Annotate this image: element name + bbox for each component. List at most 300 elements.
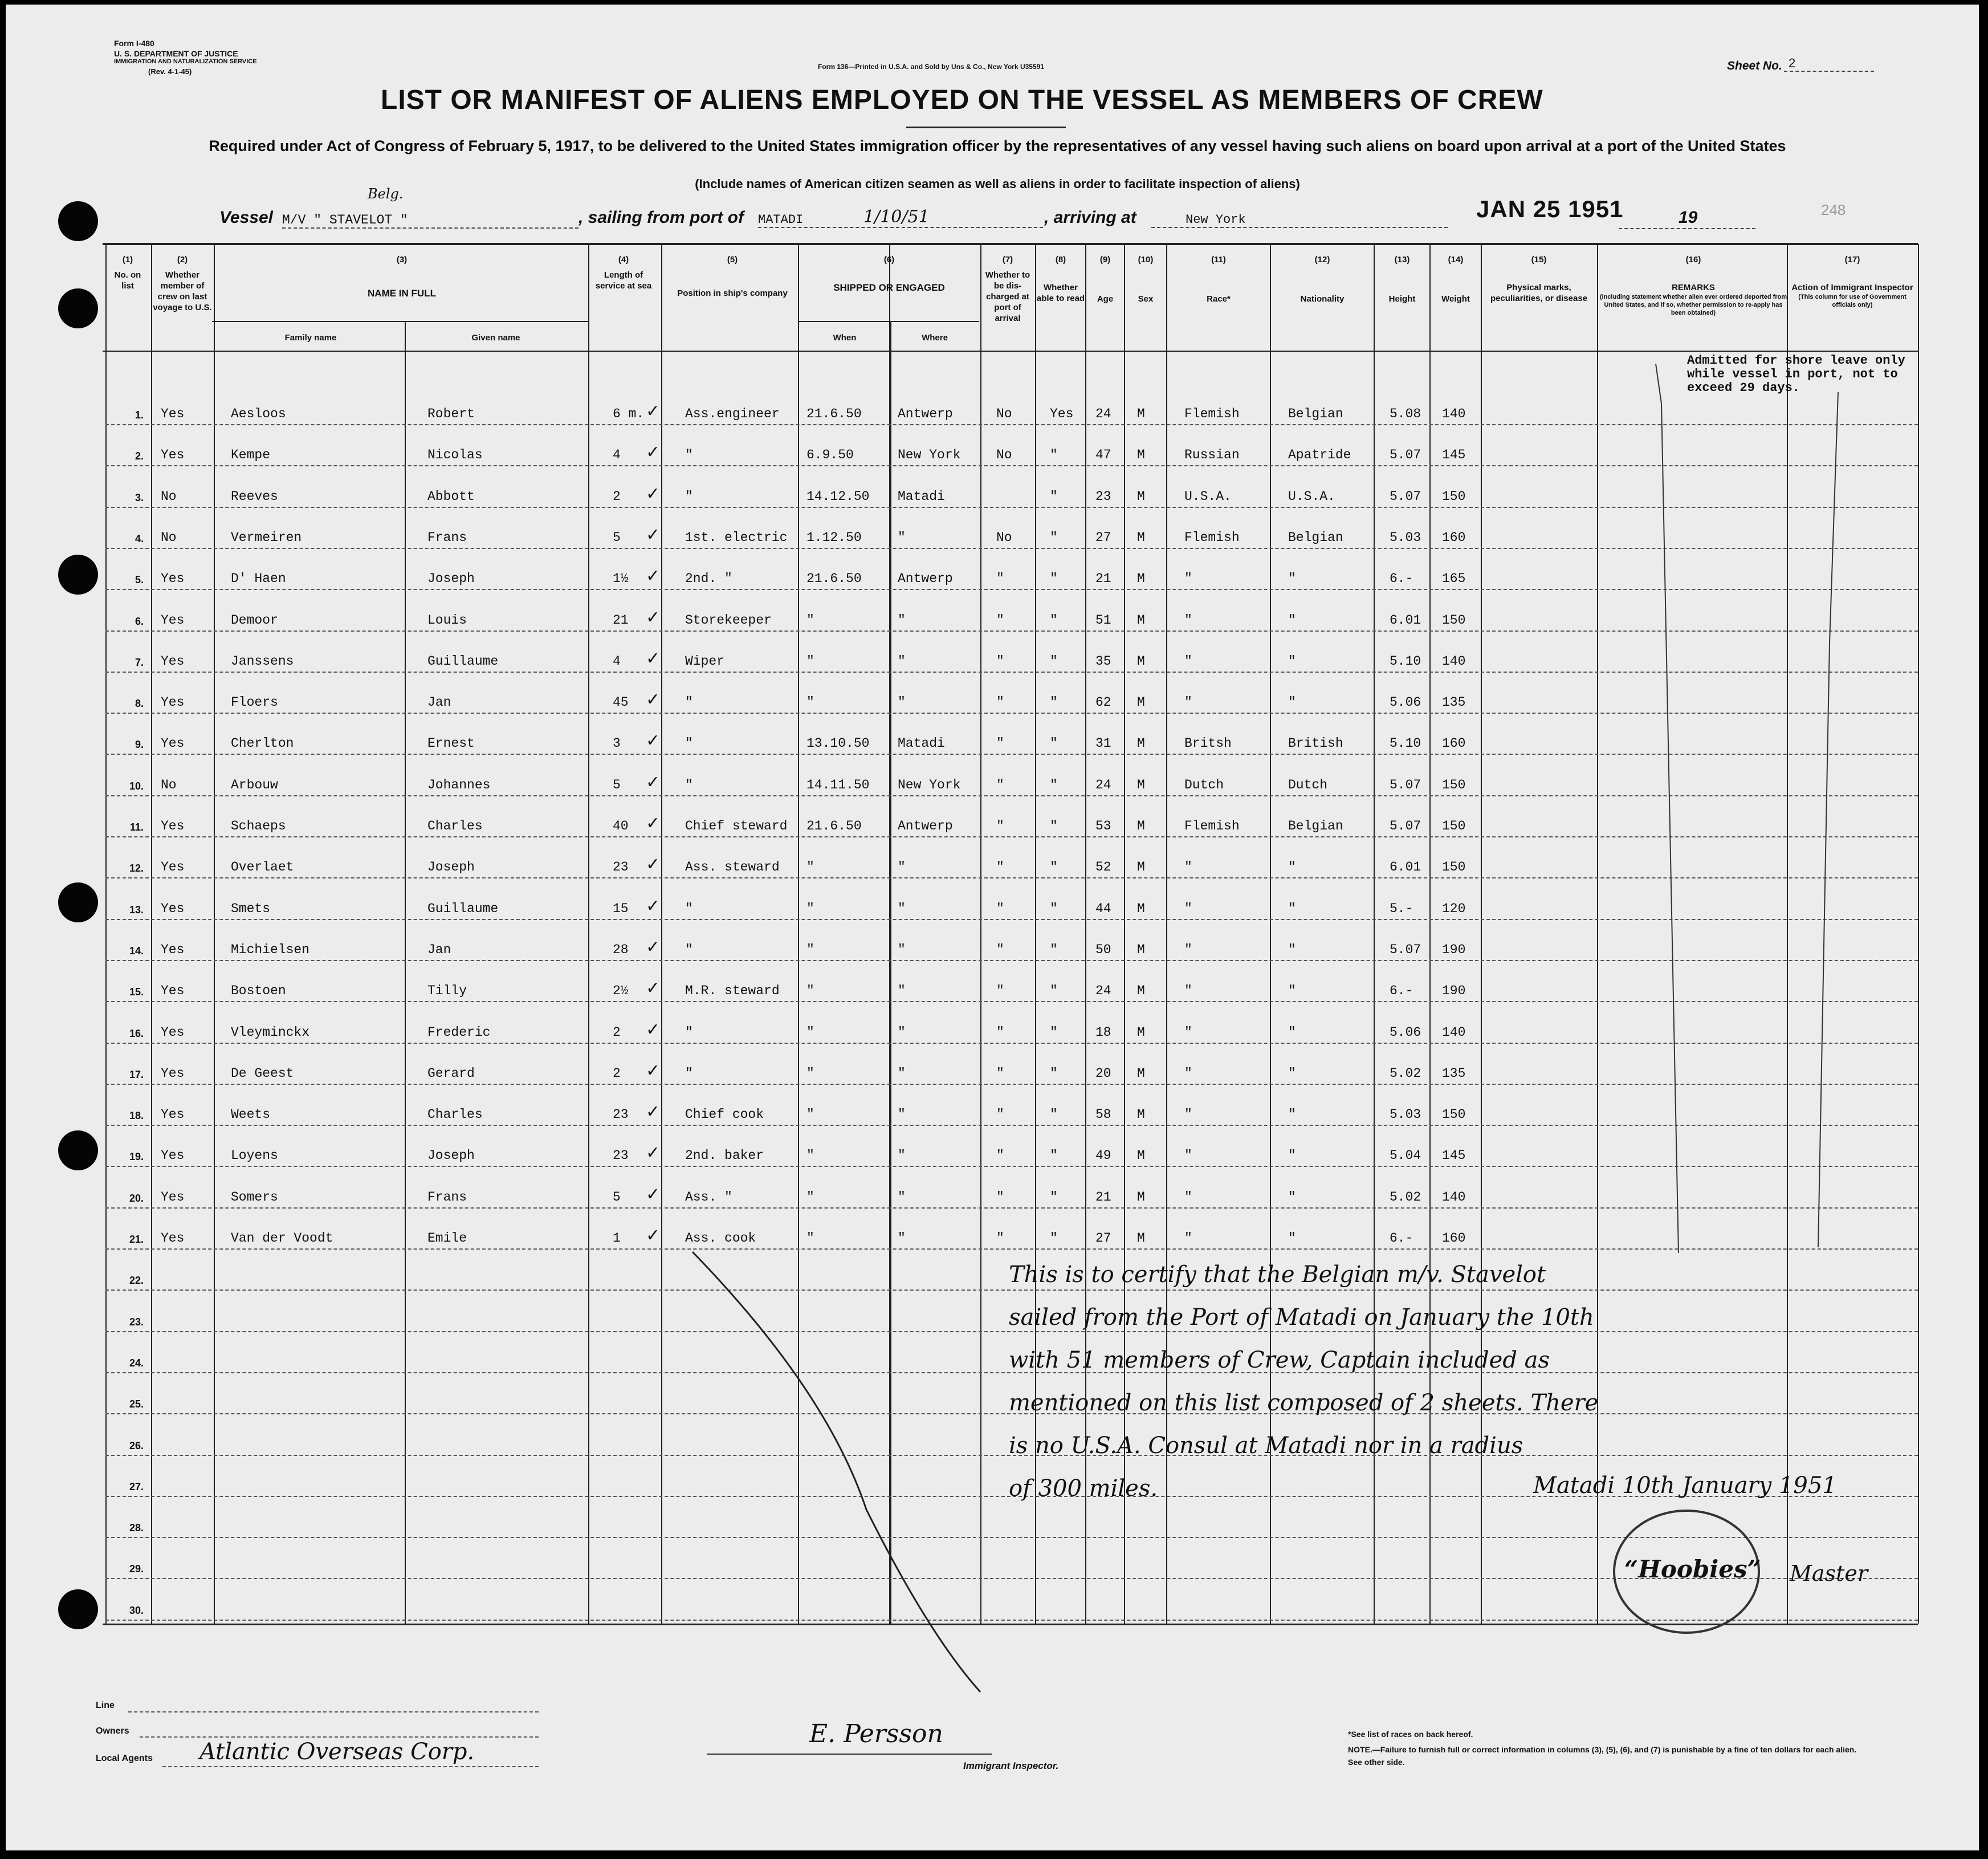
row-number: 3. <box>135 491 144 503</box>
family-name: Demoor <box>231 612 278 628</box>
remarks-stamp-line-3: exceed 29 days. <box>1687 381 1800 395</box>
row-number: 27. <box>129 1480 144 1492</box>
family-name: Vermeiren <box>231 530 302 545</box>
row-rule <box>105 589 1918 590</box>
age: 20 <box>1095 1065 1111 1081</box>
discharged-at-port: No <box>996 448 1012 463</box>
race: Flemish <box>1184 530 1240 545</box>
age: 47 <box>1095 448 1111 463</box>
punch-hole <box>58 1589 98 1629</box>
ship-position: M.R. steward <box>685 983 780 999</box>
length-of-service: 5 <box>613 1189 621 1205</box>
discharged-at-port: " <box>996 695 1004 710</box>
column-rule <box>1270 244 1271 1624</box>
able-to-read: " <box>1050 942 1058 957</box>
shipped-where: " <box>898 1065 906 1081</box>
row-number: 7. <box>135 656 144 668</box>
col-6-where-header: Where <box>922 333 948 343</box>
race: " <box>1184 1189 1192 1205</box>
crew-last-voyage: Yes <box>161 1024 185 1040</box>
check-mark-icon: ✓ <box>647 896 659 918</box>
crew-last-voyage: Yes <box>161 1148 185 1164</box>
weight: 160 <box>1442 736 1466 751</box>
shipped-when: " <box>806 1148 814 1164</box>
check-mark-icon: ✓ <box>647 483 659 506</box>
col-3-given-header: Given name <box>471 333 520 343</box>
col-16-number: (16) <box>1685 255 1701 265</box>
row-number: 28. <box>129 1522 144 1534</box>
given-name: Gerard <box>427 1065 475 1081</box>
col-1-label: No. on list <box>114 270 141 291</box>
height: 5.03 <box>1390 530 1421 545</box>
nationality: " <box>1288 1024 1296 1040</box>
check-mark-icon: ✓ <box>647 813 659 835</box>
vessel-flag-note: Belg. <box>368 186 404 202</box>
height: 5.07 <box>1390 448 1421 463</box>
nationality: Apatride <box>1288 448 1351 463</box>
row-number: 30. <box>129 1604 144 1616</box>
subtitle-note: (Include names of American citizen seamen as well as aliens in order to facilitate inspection of aliens) <box>695 177 1300 191</box>
shipped-where: " <box>898 1107 906 1122</box>
able-to-read: " <box>1050 1107 1058 1122</box>
height: 6.01 <box>1390 860 1421 875</box>
row-number: 10. <box>129 780 144 792</box>
row-rule <box>105 1207 1918 1209</box>
height: 5.- <box>1390 901 1413 916</box>
able-to-read: " <box>1050 860 1058 875</box>
shipped-where: New York <box>898 777 961 792</box>
age: 27 <box>1095 530 1111 545</box>
col-3-label: NAME IN FULL <box>368 288 436 299</box>
discharged-at-port: " <box>996 901 1004 916</box>
family-name: Cherlton <box>231 736 294 751</box>
discharged-at-port: " <box>996 571 1004 587</box>
ship-position: " <box>685 942 693 957</box>
length-of-service: 23 <box>613 860 629 875</box>
col-3-number: (3) <box>396 255 408 265</box>
given-name: Emile <box>427 1231 467 1246</box>
discharged-at-port: " <box>996 777 1004 792</box>
check-mark-icon: ✓ <box>647 1143 659 1165</box>
shipped-where: Antwerp <box>898 406 953 421</box>
row-number: 29. <box>129 1563 144 1575</box>
race: Russian <box>1184 448 1240 463</box>
sex: M <box>1137 1231 1145 1246</box>
punch-hole <box>58 288 98 328</box>
footer-agents-value: Atlantic Overseas Corp. <box>199 1739 475 1765</box>
check-mark-icon: ✓ <box>647 855 659 877</box>
ship-position: Storekeeper <box>685 612 772 628</box>
check-mark-icon: ✓ <box>647 1102 659 1124</box>
check-mark-icon: ✓ <box>647 1019 659 1042</box>
row-rule <box>105 548 1918 549</box>
form-number: Form I-480 <box>114 39 154 48</box>
able-to-read: " <box>1050 612 1058 628</box>
shipped-when: " <box>806 1107 814 1122</box>
row-number: 14. <box>129 945 144 957</box>
punch-hole <box>58 1130 98 1170</box>
ship-position: 1st. electric <box>685 530 788 545</box>
shipped-where: New York <box>898 448 961 463</box>
age: 31 <box>1095 736 1111 751</box>
shipped-when: 1.12.50 <box>806 530 862 545</box>
sailing-port: MATADI <box>758 213 1043 228</box>
col-8-number: (8) <box>1055 255 1066 265</box>
ship-position: Ass. steward <box>685 860 780 875</box>
sex: M <box>1137 530 1145 545</box>
able-to-read: Yes <box>1050 406 1074 421</box>
shipped-where: " <box>898 612 906 628</box>
height: 5.06 <box>1390 695 1421 710</box>
weight: 150 <box>1442 1107 1466 1122</box>
crew-last-voyage: Yes <box>161 819 185 833</box>
given-name: Jan <box>427 695 451 710</box>
given-name: Joseph <box>427 1148 475 1164</box>
age: 21 <box>1095 1189 1111 1205</box>
race: " <box>1184 1065 1192 1081</box>
form-service: IMMIGRATION AND NATURALIZATION SERVICE <box>114 58 257 65</box>
crew-last-voyage: Yes <box>161 612 185 628</box>
punch-hole <box>58 882 98 922</box>
weight: 150 <box>1442 489 1466 504</box>
family-name: Smets <box>231 901 271 916</box>
shipped-when: 13.10.50 <box>806 736 870 751</box>
sex: M <box>1137 489 1145 504</box>
check-mark-icon: ✓ <box>647 607 659 629</box>
row-rule <box>105 877 1918 878</box>
nationality: " <box>1288 1107 1296 1122</box>
col-12-header <box>1271 254 1374 304</box>
stamp-number: 248 <box>1821 201 1846 218</box>
col-6-when-header: When <box>833 333 857 343</box>
crew-last-voyage: Yes <box>161 406 185 421</box>
footer-agents-label: Local Agents <box>96 1754 153 1763</box>
race: " <box>1184 983 1192 999</box>
row-number: 2. <box>135 450 144 462</box>
length-of-service: 2½ <box>613 983 629 999</box>
row-rule <box>105 795 1918 796</box>
col-4-label: Length of service at sea <box>595 270 652 291</box>
row-rule <box>105 424 1918 425</box>
family-name: Arbouw <box>231 777 278 792</box>
manifest-sheet <box>6 5 1979 1850</box>
ship-position: 2nd. " <box>685 571 732 587</box>
check-mark-icon: ✓ <box>647 690 659 712</box>
discharged-at-port: " <box>996 1065 1004 1081</box>
weight: 160 <box>1442 1231 1466 1246</box>
able-to-read: " <box>1050 1148 1058 1164</box>
remarks-pen-lines <box>1647 358 1852 1270</box>
family-name: Van der Voodt <box>231 1231 333 1246</box>
row-rule <box>105 630 1918 632</box>
check-mark-icon: ✓ <box>647 401 659 423</box>
given-name: Frans <box>427 1189 467 1205</box>
discharged-at-port: " <box>996 1148 1004 1164</box>
able-to-read: " <box>1050 653 1058 669</box>
ship-position: " <box>685 777 693 792</box>
age: 21 <box>1095 571 1111 587</box>
column-rule <box>661 244 662 1624</box>
crew-last-voyage: Yes <box>161 571 185 587</box>
shipped-where: " <box>898 983 906 999</box>
family-name: Somers <box>231 1189 278 1205</box>
crew-last-voyage: No <box>161 489 177 504</box>
col-6-header <box>799 254 979 293</box>
nationality: British <box>1288 736 1343 751</box>
length-of-service: 4 <box>613 448 621 463</box>
weight: 150 <box>1442 860 1466 875</box>
nationality: Dutch <box>1288 777 1328 792</box>
given-name: Johannes <box>427 777 491 792</box>
age: 58 <box>1095 1107 1111 1122</box>
ship-position: Wiper <box>685 653 725 669</box>
ship-position: Ass. cook <box>685 1231 756 1246</box>
vessel-label: Vessel <box>219 208 273 227</box>
discharged-at-port: " <box>996 942 1004 957</box>
shipped-where: " <box>898 1231 906 1246</box>
shipped-when: " <box>806 983 814 999</box>
ship-position: Ass.engineer <box>685 406 780 421</box>
check-mark-icon: ✓ <box>647 1060 659 1083</box>
crew-last-voyage: Yes <box>161 1231 185 1246</box>
remarks-stamp-line-2: while vessel in port, not to <box>1687 367 1898 381</box>
able-to-read: " <box>1050 571 1058 587</box>
shipped-where: Matadi <box>898 736 945 751</box>
penalty-note: NOTE.—Failure to furnish full or correct information in columns (3), (5), (6), and (7) is punishable by a fine of ten dollars for each alien. See other side. <box>1348 1745 1857 1767</box>
crew-last-voyage: Yes <box>161 1107 185 1122</box>
height: 5.10 <box>1390 736 1421 751</box>
sex: M <box>1137 736 1145 751</box>
col-17-header <box>1789 254 1916 309</box>
age: 44 <box>1095 901 1111 916</box>
col-12-label: Nationality <box>1300 294 1345 304</box>
col-12-number: (12) <box>1314 255 1330 265</box>
certificate-line-6: of 300 miles. <box>1009 1475 1158 1502</box>
column-rule <box>1124 244 1125 1624</box>
column-rule <box>405 321 406 1624</box>
able-to-read: " <box>1050 695 1058 710</box>
age: 18 <box>1095 1024 1111 1040</box>
able-to-read: " <box>1050 736 1058 751</box>
table-top-rule <box>103 243 1918 245</box>
weight: 160 <box>1442 530 1466 545</box>
master-signature: “Hoobies” <box>1624 1555 1761 1583</box>
race: " <box>1184 1231 1192 1246</box>
crew-last-voyage: Yes <box>161 1189 185 1205</box>
title-rule <box>906 127 1066 128</box>
row-number: 17. <box>129 1068 144 1080</box>
punch-hole <box>58 555 98 595</box>
row-rule <box>105 919 1918 920</box>
able-to-read: " <box>1050 530 1058 545</box>
page-title: LIST OR MANIFEST OF ALIENS EMPLOYED ON THE VESSEL AS MEMBERS OF CREW <box>381 85 1543 115</box>
weight: 190 <box>1442 942 1466 957</box>
footer-line-rule <box>128 1711 539 1712</box>
shipped-where: Matadi <box>898 489 945 504</box>
row-rule <box>105 754 1918 755</box>
col-17-note: (This column for use of Government officials only) <box>1798 294 1906 308</box>
age: 24 <box>1095 777 1111 792</box>
shipped-where: " <box>898 1148 906 1164</box>
shipped-when: " <box>806 1065 814 1081</box>
height: 5.07 <box>1390 777 1421 792</box>
check-mark-icon: ✓ <box>647 442 659 465</box>
column-rule <box>1374 244 1375 1624</box>
col-6-number: (6) <box>883 255 895 265</box>
given-name: Jan <box>427 942 451 957</box>
weight: 140 <box>1442 653 1466 669</box>
certificate-line-4: mentioned on this list composed of 2 sheets. There <box>1009 1390 1599 1416</box>
sex: M <box>1137 1024 1145 1040</box>
age: 23 <box>1095 489 1111 504</box>
row-number: 19. <box>129 1151 144 1163</box>
check-mark-icon: ✓ <box>647 524 659 547</box>
check-mark-icon: ✓ <box>647 772 659 794</box>
race: " <box>1184 860 1192 875</box>
row-rule <box>105 465 1918 466</box>
shipped-when: " <box>806 1231 814 1246</box>
footer-line-label: Line <box>96 1701 115 1710</box>
shipped-where: Antwerp <box>898 819 953 833</box>
race: Flemish <box>1184 406 1240 421</box>
weight: 120 <box>1442 901 1466 916</box>
column-rule <box>1918 244 1919 1624</box>
length-of-service: 15 <box>613 901 629 916</box>
weight: 140 <box>1442 1189 1466 1205</box>
row-rule <box>105 1084 1918 1085</box>
family-name: Michielsen <box>231 942 310 957</box>
given-name: Joseph <box>427 860 475 875</box>
sex: M <box>1137 1148 1145 1164</box>
row-number: 6. <box>135 615 144 627</box>
discharged-at-port: " <box>996 819 1004 833</box>
shipped-when: 14.11.50 <box>806 777 870 792</box>
certificate-line-2: sailed from the Port of Matadi on January the 10th <box>1009 1304 1594 1331</box>
col-15-header <box>1482 254 1596 304</box>
col-13-header <box>1375 254 1429 304</box>
punch-hole <box>58 201 98 241</box>
length-of-service: 21 <box>613 612 629 628</box>
crew-last-voyage: No <box>161 530 177 545</box>
name-subheader-rule <box>212 321 588 322</box>
row-number: 24. <box>129 1357 144 1369</box>
age: 35 <box>1095 653 1111 669</box>
sex: M <box>1137 901 1145 916</box>
family-name: Kempe <box>231 448 271 463</box>
height: 6.- <box>1390 983 1413 999</box>
able-to-read: " <box>1050 489 1058 504</box>
shipped-where: " <box>898 1189 906 1205</box>
certificate-line-3: with 51 members of Crew, Captain included as <box>1009 1347 1550 1373</box>
crew-last-voyage: Yes <box>161 860 185 875</box>
sex: M <box>1137 860 1145 875</box>
col-14-number: (14) <box>1448 255 1464 265</box>
age: 51 <box>1095 612 1111 628</box>
shipped-where: " <box>898 860 906 875</box>
length-of-service: 23 <box>613 1107 629 1122</box>
col-15-label: Physical marks, peculiarities, or disease <box>1490 283 1588 303</box>
discharged-at-port: No <box>996 406 1012 421</box>
col-17-number: (17) <box>1844 255 1860 265</box>
ship-position: Chief cook <box>685 1107 764 1122</box>
family-name: Schaeps <box>231 819 286 833</box>
race: U.S.A. <box>1184 489 1232 504</box>
nationality: " <box>1288 942 1296 957</box>
row-number: 9. <box>135 739 144 751</box>
age: 24 <box>1095 406 1111 421</box>
shipped-when: 6.9.50 <box>806 448 854 463</box>
shipped-subheader-rule <box>799 321 979 322</box>
family-name: Weets <box>231 1107 271 1122</box>
col-2-number: (2) <box>177 255 188 265</box>
col-9-label: Age <box>1097 294 1114 304</box>
family-name: Bostoen <box>231 983 286 999</box>
arriving-port: New York <box>1151 213 1448 228</box>
race: Britsh <box>1184 736 1232 751</box>
column-rule <box>1085 244 1086 1624</box>
race: " <box>1184 1148 1192 1164</box>
nationality: " <box>1288 571 1296 587</box>
col-17-label: Action of Immigrant Inspector <box>1791 283 1913 292</box>
sex: M <box>1137 1107 1145 1122</box>
row-number: 23. <box>129 1316 144 1328</box>
given-name: Frans <box>427 530 467 545</box>
able-to-read: " <box>1050 777 1058 792</box>
weight: 150 <box>1442 612 1466 628</box>
family-name: Loyens <box>231 1148 278 1164</box>
age: 27 <box>1095 1231 1111 1246</box>
master-role: Master <box>1790 1561 1868 1586</box>
crew-last-voyage: Yes <box>161 983 185 999</box>
nationality: " <box>1288 1065 1296 1081</box>
inspector-label: Immigrant Inspector. <box>963 1760 1059 1771</box>
weight: 135 <box>1442 1065 1466 1081</box>
family-name: Floers <box>231 695 278 710</box>
height: 6.- <box>1390 1231 1413 1246</box>
given-name: Nicolas <box>427 448 483 463</box>
shipped-when: " <box>806 901 814 916</box>
length-of-service: 40 <box>613 819 629 833</box>
nationality: " <box>1288 1189 1296 1205</box>
weight: 145 <box>1442 1148 1466 1164</box>
able-to-read: " <box>1050 1065 1058 1081</box>
check-mark-icon: ✓ <box>647 937 659 959</box>
sex: M <box>1137 406 1145 421</box>
age: 49 <box>1095 1148 1111 1164</box>
weight: 145 <box>1442 448 1466 463</box>
row-number: 1. <box>135 409 144 421</box>
nationality: " <box>1288 983 1296 999</box>
sex: M <box>1137 819 1145 833</box>
shipped-where: " <box>898 695 906 710</box>
nationality: Belgian <box>1288 406 1343 421</box>
subtitle: Required under Act of Congress of February 5, 1917, to be delivered to the United States immigration officer by the representatives of any vessel having such aliens on board upon arrival at a port of the United States <box>209 137 1786 154</box>
crew-last-voyage: Yes <box>161 1065 185 1081</box>
sex: M <box>1137 1065 1145 1081</box>
sex: M <box>1137 571 1145 587</box>
col-7-label: Whether to be dis-charged at port of arrival <box>985 270 1030 323</box>
sex: M <box>1137 653 1145 669</box>
sex: M <box>1137 612 1145 628</box>
ship-position: " <box>685 1024 693 1040</box>
nationality: " <box>1288 653 1296 669</box>
race: " <box>1184 942 1192 957</box>
row-number: 26. <box>129 1439 144 1451</box>
shipped-where: " <box>898 530 906 545</box>
row-rule <box>105 1125 1918 1126</box>
remarks-stamp-line-1: Admitted for shore leave only <box>1687 353 1905 368</box>
weight: 150 <box>1442 819 1466 833</box>
